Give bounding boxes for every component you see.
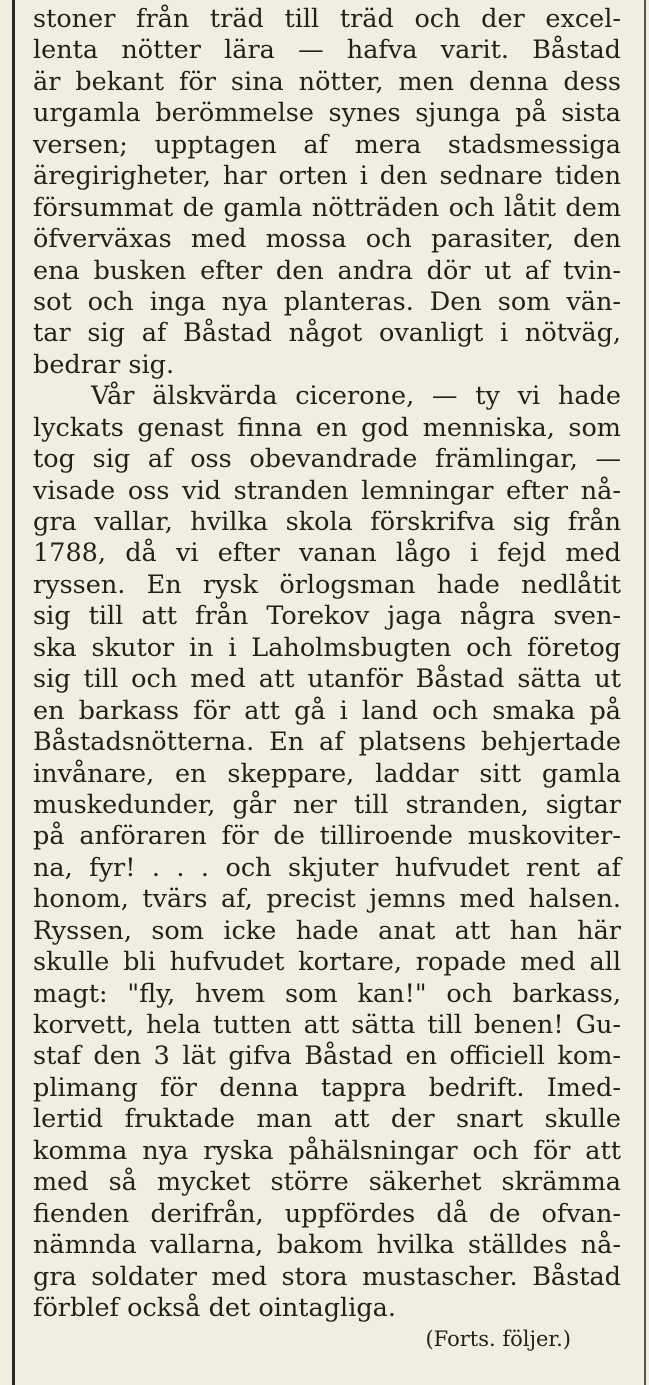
text-line: bedrar sig. [33,349,175,380]
text-line: öfverväxas med mossa och parasiter, den [33,224,621,255]
text-line: tar sig af Båstad något ovanligt i nötväg, [33,318,621,349]
continuation-note: (Forts. följer.) [425,1327,571,1352]
text-line: visade oss vid stranden lemningar efter nå- [33,475,621,506]
text-line: korvett, hela tutten att sätta till benen! Gu- [33,1010,621,1040]
text-line: stoner från träd till träd och der excel- [33,4,621,34]
text-line: sot och inga nya planteras. Den som vän- [33,286,621,317]
column-rule-right [644,0,646,1385]
column-rule-left [12,0,15,1385]
text-line: lyckats genast finna en god menniska, som [33,412,621,443]
text-line: komma nya ryska påhälsningar och för att [33,1135,621,1166]
text-line: ryssen. En rysk örlogsman hade nedlåtit [33,569,621,600]
text-line: honom, tvärs af, precist jemns med halsen. [33,884,621,915]
text-line: staf den 3 lät gifva Båstad en officiell kom- [33,1041,621,1072]
text-line: 1788, då vi efter vanan lågo i fejd med [33,538,621,569]
text-line: fienden derifrån, uppfördes då de ofvan- [33,1198,621,1229]
text-line: lertid fruktade man att der snart skulle [33,1104,621,1135]
text-line: sig till och med att utanför Båstad sätta ut [33,664,621,695]
text-line: skulle bli hufvudet kortare, ropade med all [33,947,621,978]
text-line: ena busken efter den andra dör ut af tvin- [33,255,621,286]
text-line: försummat de gamla nötträden och låtit dem [33,192,621,223]
text-line: Vår älskvärda cicerone, — ty vi hade [91,381,621,412]
text-line: gra soldater med stora mustascher. Båstad [33,1261,621,1292]
text-line: är bekant för sina nötter, men denna dess [33,66,621,97]
text-line: äregirigheter, har orten i den sednare tiden [33,161,621,192]
text-line: tog sig af oss obevandrade främlingar, — [33,444,621,475]
text-line: invånare, en skeppare, laddar sitt gamla [33,758,621,789]
text-line: versen; upptagen af mera stadsmessiga [33,129,621,160]
text-line: en barkass för att gå i land och smaka på [33,695,621,726]
text-line: lenta nötter lära — hafva varit. Båstad [33,35,621,66]
text-line: förblef också det ointagliga. [33,1292,396,1323]
text-line: ska skutor in i Laholmsbugten och företog [33,632,621,663]
text-line: plimang för denna tappra bedrift. Imed- [33,1072,621,1103]
text-line: nämnda vallarna, bakom hvilka ställdes nå- [33,1230,621,1261]
text-line: magt: "fly, hvem som kan!" och barkass, [33,978,621,1009]
text-line: urgamla berömmelse synes sjunga på sista [33,98,621,129]
text-line: sig till att från Torekov jaga några sven- [33,601,621,632]
text-line: Båstadsnötterna. En af platsens behjertade [33,727,621,758]
text-line: Ryssen, som icke hade anat att han här [33,915,621,946]
text-line: muskedunder, går ner till stranden, sigtar [33,789,621,820]
text-line: på anföraren för de tilliroende muskoviter- [33,821,621,852]
article-text [33,4,621,1356]
text-line: med så mycket större säkerhet skrämma [33,1167,621,1198]
text-line: gra vallar, hvilka skola förskrifva sig från [33,507,621,537]
text-line: na, fyr! . . . och skjuter hufvudet rent af [33,852,621,883]
